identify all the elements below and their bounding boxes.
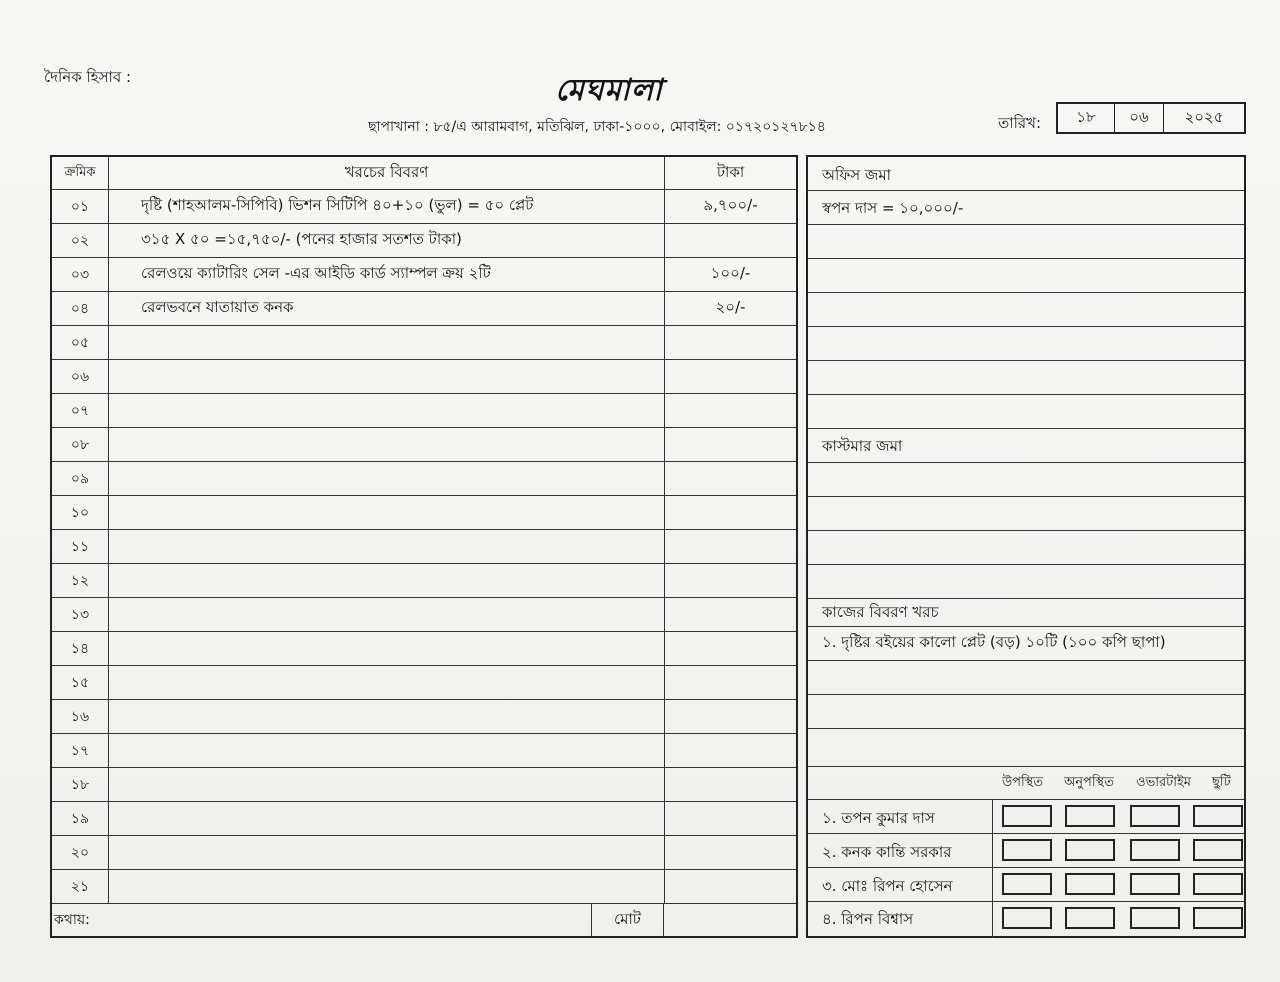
attendance-header-overtime: ওভারটাইম — [1136, 775, 1192, 790]
row-description[interactable] — [109, 462, 665, 495]
row-description[interactable] — [109, 734, 665, 767]
press-address: ছাপাখানা : ৮৫/এ আরামবাগ, মতিঝিল, ঢাকা-১০০০, মোবাইল: ০১৭২০১২৭৮১৪ — [368, 119, 826, 135]
row-description[interactable]: রেলওয়ে ক্যাটারিং সেল -এর আইডি কার্ড স্যাম্পল ক্রয় ২টি — [109, 258, 665, 291]
table-row — [52, 700, 796, 734]
row-description[interactable]: রেলভবনে যাতায়াত কনক — [109, 292, 665, 325]
table-row — [52, 462, 796, 496]
table-row — [52, 258, 796, 292]
table-row — [52, 564, 796, 598]
row-amount[interactable] — [665, 666, 796, 699]
row-amount[interactable] — [665, 700, 796, 733]
row-amount[interactable] — [665, 802, 796, 835]
table-row — [52, 190, 796, 224]
row-description[interactable] — [109, 836, 665, 869]
leave-checkbox[interactable] — [1193, 907, 1243, 929]
row-description[interactable] — [109, 530, 665, 563]
row-description[interactable]: দৃষ্টি (শাহআলম-সিপিবি) ভিশন সিটিপি ৪০+১০ (ভুল) = ৫০ প্লেট — [109, 190, 665, 223]
row-description[interactable] — [109, 768, 665, 801]
row-description[interactable] — [109, 666, 665, 699]
row-description[interactable] — [109, 394, 665, 427]
col-description-header: খরচের বিবরণ — [109, 157, 665, 189]
row-serial: ১৭ — [52, 734, 109, 767]
overtime-checkbox[interactable] — [1130, 805, 1180, 827]
table-row — [52, 802, 796, 836]
absent-checkbox[interactable] — [1065, 873, 1115, 895]
office-deposit-entry[interactable]: স্বপন দাস = ১০,০০০/- — [822, 199, 964, 217]
table-row — [52, 632, 796, 666]
row-description[interactable]: ৩১৫ X ৫০ =১৫,৭৫০/- (পনের হাজার সতশত টাকা) — [109, 224, 665, 257]
total-label: মোট — [592, 904, 664, 936]
date-day[interactable]: ১৮ — [1058, 104, 1115, 132]
row-serial: ১০ — [52, 496, 109, 529]
attendance-header-leave: ছুটি — [1212, 775, 1231, 790]
employee-1: ১. তপন কুমার দাস — [822, 809, 935, 827]
attendance-row — [993, 799, 1247, 833]
row-description[interactable] — [109, 496, 665, 529]
present-checkbox[interactable] — [1002, 839, 1052, 861]
employee-3: ৩. মোঃ রিপন হোসেন — [822, 877, 953, 895]
leave-checkbox[interactable] — [1193, 873, 1243, 895]
attendance-header-absent: অনুপস্থিত — [1064, 775, 1114, 790]
table-row — [52, 666, 796, 700]
row-amount[interactable]: ২০/- — [715, 298, 746, 316]
attendance-header-present: উপস্থিত — [1002, 775, 1044, 790]
row-serial: ১৯ — [52, 802, 109, 835]
date-box — [1056, 102, 1246, 134]
row-amount[interactable] — [665, 428, 796, 461]
overtime-checkbox[interactable] — [1130, 907, 1180, 929]
row-description[interactable] — [109, 598, 665, 631]
table-row — [52, 224, 796, 258]
total-amount-field[interactable] — [664, 904, 796, 936]
present-checkbox[interactable] — [1002, 907, 1052, 929]
row-serial: ১৫ — [52, 666, 109, 699]
right-panel — [806, 155, 1246, 938]
row-serial: ০৯ — [52, 462, 109, 495]
col-amount-header: টাকা — [716, 162, 745, 181]
expense-table — [50, 155, 798, 938]
table-row — [52, 734, 796, 768]
row-amount[interactable] — [665, 564, 796, 597]
row-description[interactable] — [109, 870, 665, 903]
row-amount[interactable]: ১০০/- — [710, 264, 751, 282]
row-serial: ১৩ — [52, 598, 109, 631]
row-description[interactable] — [109, 700, 665, 733]
row-serial: ০৩ — [52, 258, 109, 291]
row-serial: ০২ — [52, 224, 109, 257]
row-serial: ০৬ — [52, 360, 109, 393]
table-row — [52, 360, 796, 394]
work-detail-title: কাজের বিবরণ খরচ — [822, 603, 939, 621]
table-row — [52, 768, 796, 802]
in-words-field[interactable]: কথায়: — [52, 904, 592, 936]
row-description[interactable] — [109, 802, 665, 835]
leave-checkbox[interactable] — [1193, 805, 1243, 827]
employee-4: ৪. রিপন বিশ্বাস — [822, 910, 914, 928]
row-serial: ১৮ — [52, 768, 109, 801]
table-row — [52, 292, 796, 326]
attendance-row — [993, 833, 1247, 867]
row-serial: ০৮ — [52, 428, 109, 461]
expense-table-header — [52, 157, 796, 190]
row-amount[interactable] — [665, 224, 796, 257]
row-amount[interactable]: ৯,৭০০/- — [703, 196, 758, 214]
row-amount[interactable] — [665, 530, 796, 563]
employee-2: ২. কনক কান্তি সরকার — [822, 843, 952, 861]
row-serial: ১১ — [52, 530, 109, 563]
row-description[interactable] — [109, 326, 665, 359]
table-row — [52, 530, 796, 564]
daily-account-label: দৈনিক হিসাব : — [44, 68, 132, 86]
row-amount[interactable] — [665, 496, 796, 529]
row-serial: ২০ — [52, 836, 109, 869]
row-serial: ০৪ — [52, 292, 109, 325]
row-amount[interactable] — [665, 836, 796, 869]
expense-rows — [52, 190, 796, 904]
row-serial: ০১ — [52, 190, 109, 223]
attendance-row — [993, 867, 1247, 901]
attendance-grid — [992, 799, 1247, 938]
absent-checkbox[interactable] — [1065, 805, 1115, 827]
row-amount[interactable] — [665, 462, 796, 495]
col-serial-header: ক্রমিক — [52, 157, 109, 189]
present-checkbox[interactable] — [1002, 805, 1052, 827]
row-description[interactable] — [109, 360, 665, 393]
row-serial: ০৭ — [52, 394, 109, 427]
absent-checkbox[interactable] — [1065, 907, 1115, 929]
row-amount[interactable] — [665, 394, 796, 427]
row-description[interactable] — [109, 564, 665, 597]
table-row — [52, 326, 796, 360]
customer-deposit-title: কাস্টমার জমা — [822, 437, 903, 455]
date-month[interactable]: ০৬ — [1115, 104, 1164, 132]
date-year[interactable]: ২০২৫ — [1184, 107, 1224, 126]
row-amount[interactable] — [665, 360, 796, 393]
row-serial: ১৪ — [52, 632, 109, 665]
overtime-checkbox[interactable] — [1130, 839, 1180, 861]
row-description[interactable] — [109, 428, 665, 461]
row-amount[interactable] — [665, 734, 796, 767]
table-row — [52, 598, 796, 632]
table-row — [52, 428, 796, 462]
row-amount[interactable] — [665, 768, 796, 801]
row-amount[interactable] — [665, 598, 796, 631]
row-serial: ১২ — [52, 564, 109, 597]
brand-title: মেঘমালা — [555, 73, 663, 108]
leave-checkbox[interactable] — [1193, 839, 1243, 861]
row-serial: ২১ — [52, 870, 109, 903]
table-row — [52, 870, 796, 904]
office-deposit-title: অফিস জমা — [822, 166, 892, 184]
absent-checkbox[interactable] — [1065, 839, 1115, 861]
overtime-checkbox[interactable] — [1130, 873, 1180, 895]
row-description[interactable] — [109, 632, 665, 665]
date-label: তারিখ: — [998, 114, 1042, 132]
table-row — [52, 836, 796, 870]
row-amount[interactable] — [665, 326, 796, 359]
table-row — [52, 394, 796, 428]
attendance-row — [993, 901, 1247, 935]
row-serial: ০৫ — [52, 326, 109, 359]
row-serial: ১৬ — [52, 700, 109, 733]
present-checkbox[interactable] — [1002, 873, 1052, 895]
table-row — [52, 496, 796, 530]
work-detail-entry[interactable]: ১. দৃষ্টির বইয়ের কালো প্লেট (বড়) ১০টি (১০০ কপি ছাপা) — [822, 633, 1166, 651]
row-amount[interactable] — [665, 870, 796, 903]
row-amount[interactable] — [665, 632, 796, 665]
expense-footer — [52, 904, 796, 936]
